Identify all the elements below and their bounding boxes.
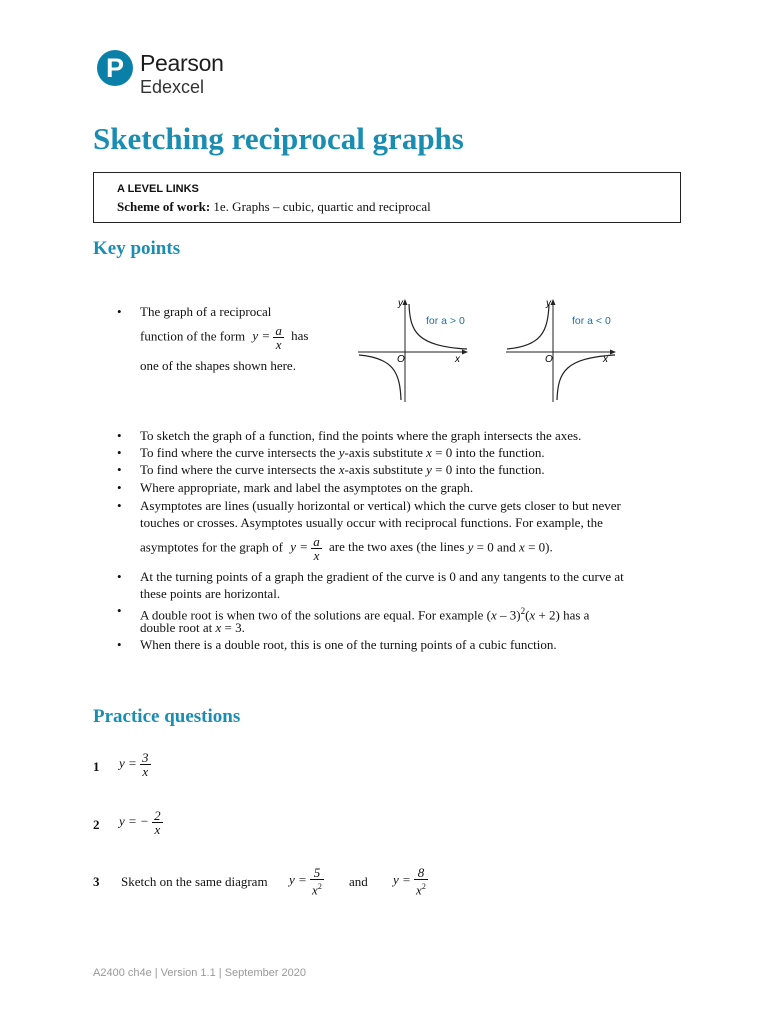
origin-label: O xyxy=(397,354,405,365)
bullet-7-line-2: double root at x = 3. xyxy=(140,620,245,635)
graph-label: for a < 0 xyxy=(572,315,611,327)
y-axis-label: y xyxy=(398,298,403,309)
key-points-heading: Key points xyxy=(93,238,181,259)
bullet-6-line-2: these points are horizontal. xyxy=(140,586,281,601)
bullet-icon: • xyxy=(117,603,122,618)
x-axis-label: x xyxy=(455,354,460,365)
fraction-a-over-x: $\frac{a}{x}$ xyxy=(313,534,320,563)
bullet-icon: • xyxy=(117,428,122,443)
bullet-icon: • xyxy=(117,445,122,460)
question-1: y = $\frac{3}{x}$ xyxy=(119,750,149,779)
bullet-icon: • xyxy=(117,569,122,584)
footer: A2400 ch4e | Version 1.1 | September 2020 xyxy=(93,967,307,979)
pearson-logo-icon: P xyxy=(97,50,133,86)
intro-line-1: The graph of a reciprocal xyxy=(140,304,272,319)
question-1-number: 1 xyxy=(93,759,100,774)
graph-label: for a > 0 xyxy=(426,315,465,327)
question-3-eq-2: y = $\frac{8}{x^2}$ xyxy=(393,865,426,898)
scheme-of-work: Scheme of work: 1e. Graphs – cubic, quartic and reciprocal xyxy=(117,199,431,214)
bullet-6-line-1: At the turning points of a graph the gradient of the curve is 0 and any tangents to the curve at xyxy=(140,569,624,584)
bullet-icon: • xyxy=(117,480,122,495)
question-3-eq-1: y = $\frac{5}{x^2}$ xyxy=(289,865,322,898)
bullet-5-line-2: touches or crosses. Asymptotes usually occur with reciprocal functions. For example, the xyxy=(140,515,603,530)
graph-a-positive xyxy=(355,296,475,404)
question-2-number: 2 xyxy=(93,817,100,832)
links-heading: A LEVEL LINKS xyxy=(117,183,199,195)
bullet-1: To sketch the graph of a function, find the points where the graph intersects the axes. xyxy=(140,428,582,443)
bullet-icon: • xyxy=(117,304,122,319)
question-3-and: and xyxy=(349,874,368,889)
links-box xyxy=(93,172,681,223)
bullet-4: Where appropriate, mark and label the asymptotes on the graph. xyxy=(140,480,474,495)
practice-heading: Practice questions xyxy=(93,706,241,727)
question-3-number: 3 xyxy=(93,874,100,889)
bullet-icon: • xyxy=(117,462,122,477)
question-2: y = − $\frac{2}{x}$ xyxy=(119,808,161,837)
bullet-icon: • xyxy=(117,498,122,513)
origin-label: O xyxy=(545,354,553,365)
y-axis-label: y xyxy=(546,298,551,309)
bullet-5-line-1: Asymptotes are lines (usually horizontal or vertical) which the curve gets closer to but never xyxy=(140,498,621,513)
bullet-3: To find where the curve intersects the x-axis substitute y = 0 into the function. xyxy=(140,462,545,477)
logo-sub: Edexcel xyxy=(140,77,205,97)
intro-line-3: one of the shapes shown here. xyxy=(140,358,296,373)
graph-a-negative xyxy=(503,296,623,404)
intro-line-2: function of the form y = $\frac{a}{x}$ has xyxy=(140,323,309,352)
question-3-text: Sketch on the same diagram xyxy=(121,874,268,889)
page-title: Sketching reciprocal graphs xyxy=(93,121,464,156)
logo-brand: Pearson xyxy=(140,50,224,76)
x-axis-label: x xyxy=(603,354,608,365)
bullet-8: When there is a double root, this is one of the turning points of a cubic function. xyxy=(140,637,557,652)
bullet-2: To find where the curve intersects the y-axis substitute x = 0 into the function. xyxy=(140,445,545,460)
bullet-icon: • xyxy=(117,637,122,652)
bullet-7-line-1: A double root is when two of the solutions are equal. For example (x – 3)$^2$(x + 2) has a xyxy=(140,606,590,623)
fraction-a-over-x: $\frac{a}{x}$ xyxy=(275,323,282,352)
bullet-5-line-3: asymptotes for the graph of y = $\frac{a}{x}$ are the two axes (the lines y = 0 and x = 0). xyxy=(140,534,553,563)
